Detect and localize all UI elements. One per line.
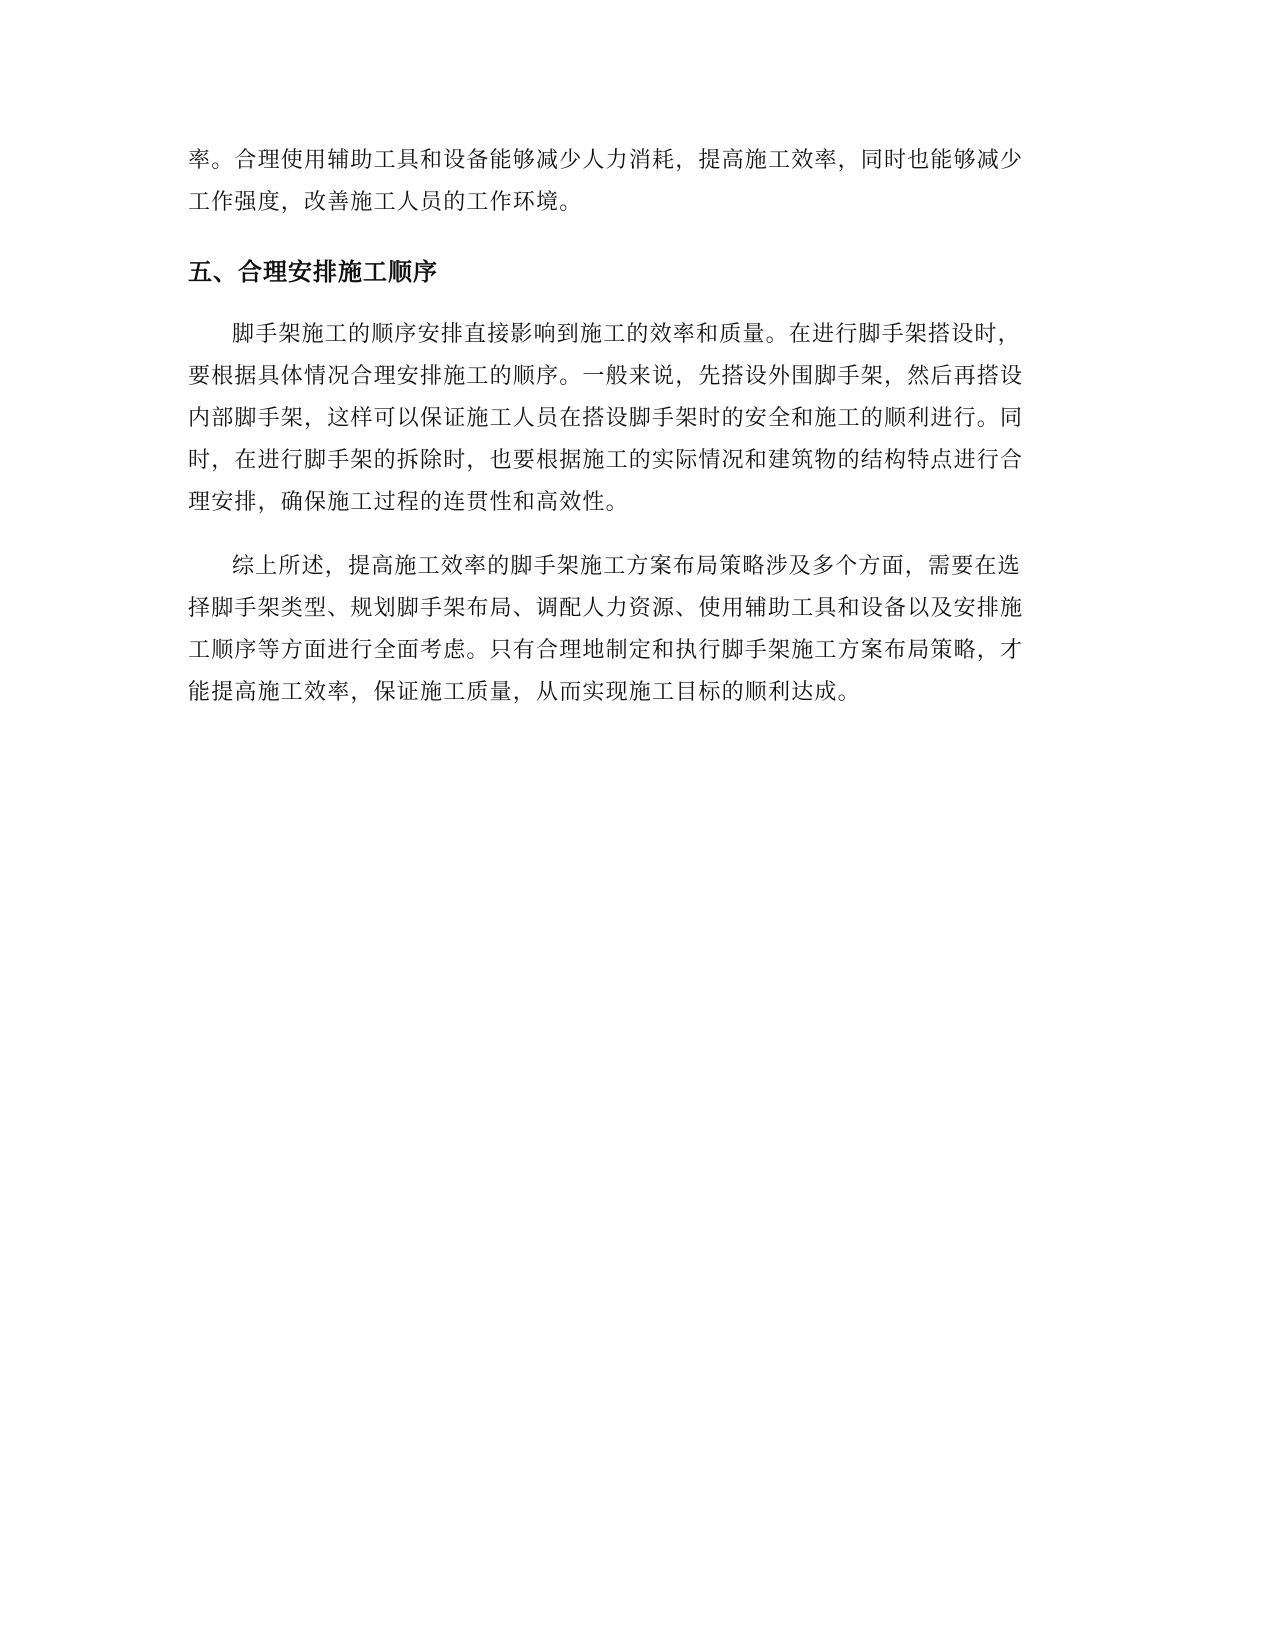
paragraph-line: 综上所述，提高施工效率的脚手架施工方案布局策略涉及多个方面，需要在选: [232, 554, 1021, 579]
paragraph-line: 能提高施工效率，保证施工质量，从而实现施工目标的顺利达成。: [188, 680, 861, 705]
intro-paragraph: [188, 140, 1086, 224]
paragraph-line: 时，在进行脚手架的拆除时，也要根据施工的实际情况和建筑物的结构特点进行合: [188, 448, 1024, 473]
section-paragraph: [188, 314, 1086, 524]
paragraph-line: 理安排，确保施工过程的连贯性和高效性。: [188, 490, 629, 515]
page-content: [188, 140, 1086, 714]
section-heading: 五、合理安排施工顺序: [188, 258, 438, 286]
paragraph-line: 要根据具体情况合理安排施工的顺序。一般来说，先搭设外围脚手架，然后再搭设: [188, 364, 1024, 389]
paragraph-line: 工作强度，改善施工人员的工作环境。: [188, 190, 583, 215]
paragraph-line: 择脚手架类型、规划脚手架布局、调配人力资源、使用辅助工具和设备以及安排施: [188, 596, 1024, 621]
paragraph-line: 脚手架施工的顺序安排直接影响到施工的效率和质量。在进行脚手架搭设时，: [232, 322, 1021, 347]
paragraph-line: 工顺序等方面进行全面考虑。只有合理地制定和执行脚手架施工方案布局策略，才: [188, 638, 1024, 663]
paragraph-line: 率。合理使用辅助工具和设备能够减少人力消耗，提高施工效率，同时也能够减少: [188, 148, 1024, 173]
conclusion-paragraph: [188, 546, 1086, 714]
paragraph-line: 内部脚手架，这样可以保证施工人员在搭设脚手架时的安全和施工的顺利进行。同: [188, 406, 1024, 431]
